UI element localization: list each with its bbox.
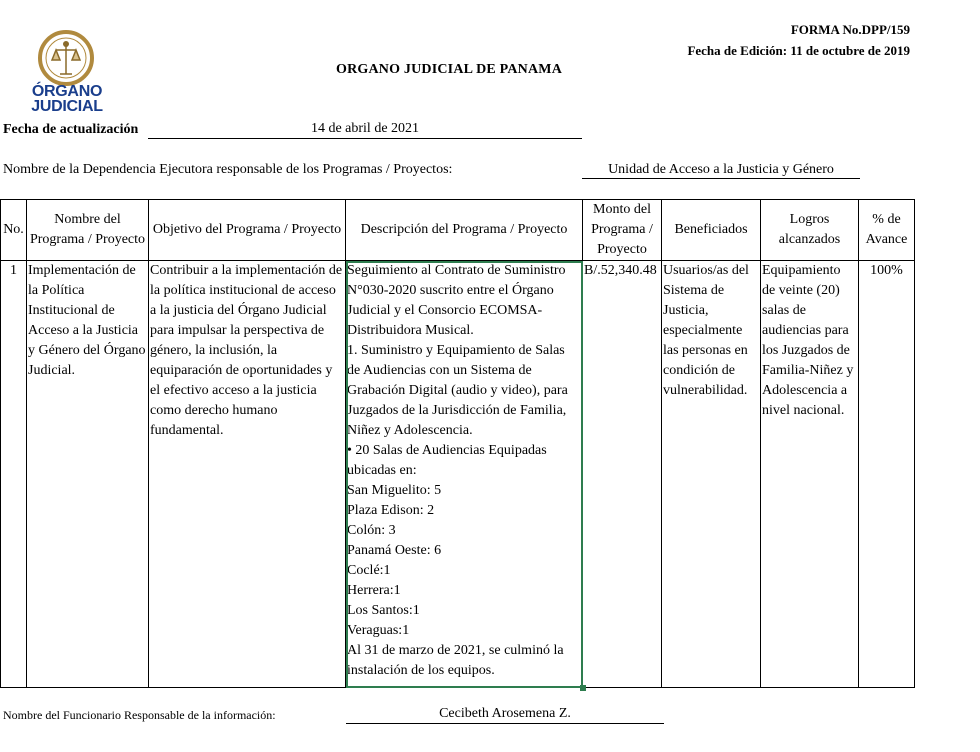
cell-achievements[interactable]: Equipamiento de veinte (20) salas de audiencias para los Juzgados de Familia-Niñez y Adolescencia a nivel nacional.	[761, 261, 859, 688]
header-description[interactable]: Descripción del Programa / Proyecto	[346, 200, 583, 261]
cell-no[interactable]: 1	[1, 261, 27, 688]
cell-objective[interactable]: Contribuir a la implementación de la política institucional de acceso a la justicia del Órgano Judicial para impulsar la perspectiva de género, la inclusión, la equiparación de oportunidades y el efectivo acceso a la justicia como derecho humano fundamental.	[149, 261, 346, 688]
cell-name[interactable]: Implementación de la Política Institucional de Acceso a la Justicia y Género del Órgano Judicial.	[27, 261, 149, 688]
cell-amount[interactable]: B/.52,340.48	[583, 261, 662, 688]
update-date-label: Fecha de actualización	[3, 122, 139, 137]
dependency-value: Unidad de Acceso a la Justicia y Género	[608, 162, 834, 177]
cell-progress[interactable]: 100%	[859, 261, 915, 688]
selection-fill-handle[interactable]	[580, 685, 586, 691]
header-objective[interactable]: Objetivo del Programa / Proyecto	[149, 200, 346, 261]
logo-word-judicial: JUDICIAL	[31, 98, 103, 115]
cell-description-text: Seguimiento al Contrato de Suministro N°030-2020 suscrito entre el Órgano Judicial y el Consorcio ECOMSA-Distribuidora Musical. 1. Suministro y Equipamiento de Salas de Audiencias con un Sistema de Grabación Digital (audio y video), para Juzgados de la Jurisdicción de Familia, Niñez y Adolescencia. • 20 Salas de Audiencias Equipadas ubicadas en: San Miguelito: 5 Plaza Edison: 2 Colón: 3 Panamá Oeste: 6 Coclé:1 Herrera:1 Los Santos:1 Veraguas:1 Al 31 de marzo de 2021, se culminó la instalación de los equipos.	[347, 263, 568, 678]
header-amount[interactable]: Monto del Programa / Proyecto	[583, 200, 662, 261]
programs-table	[0, 199, 915, 688]
seal-icon	[34, 30, 98, 86]
update-date-value: 14 de abril de 2021	[310, 121, 420, 136]
responsible-label: Nombre del Funcionario Responsable de la información:	[3, 708, 276, 722]
update-date-underline	[148, 138, 582, 139]
header-beneficiaries[interactable]: Beneficiados	[662, 200, 761, 261]
table-row	[1, 261, 915, 688]
organo-judicial-logo	[28, 30, 106, 114]
responsible-name: Cecibeth Arosemena Z.	[439, 706, 571, 721]
header-progress[interactable]: % de Avance	[859, 200, 915, 261]
logo-word-organo: ÓRGANO	[31, 83, 103, 100]
responsible-underline	[346, 723, 664, 724]
cell-beneficiaries[interactable]: Usuarios/as del Sistema de Justicia, especialmente las personas en condición de vulnerabilidad.	[662, 261, 761, 688]
form-code: FORMA No.DPP/159	[790, 22, 910, 37]
dependency-label: Nombre de la Dependencia Ejecutora responsable de los Programas / Proyectos:	[3, 162, 453, 177]
edition-date: Fecha de Edición: 11 de octubre de 2019	[687, 43, 910, 58]
header-achievements[interactable]: Logros alcanzados	[761, 200, 859, 261]
dependency-underline	[582, 178, 860, 179]
table-header-row	[1, 200, 915, 261]
header-name[interactable]: Nombre del Programa / Proyecto	[27, 200, 149, 261]
page-title: ORGANO JUDICIAL DE PANAMA	[336, 62, 563, 77]
cell-description[interactable]	[346, 261, 583, 688]
header-no[interactable]: No.	[1, 200, 27, 261]
